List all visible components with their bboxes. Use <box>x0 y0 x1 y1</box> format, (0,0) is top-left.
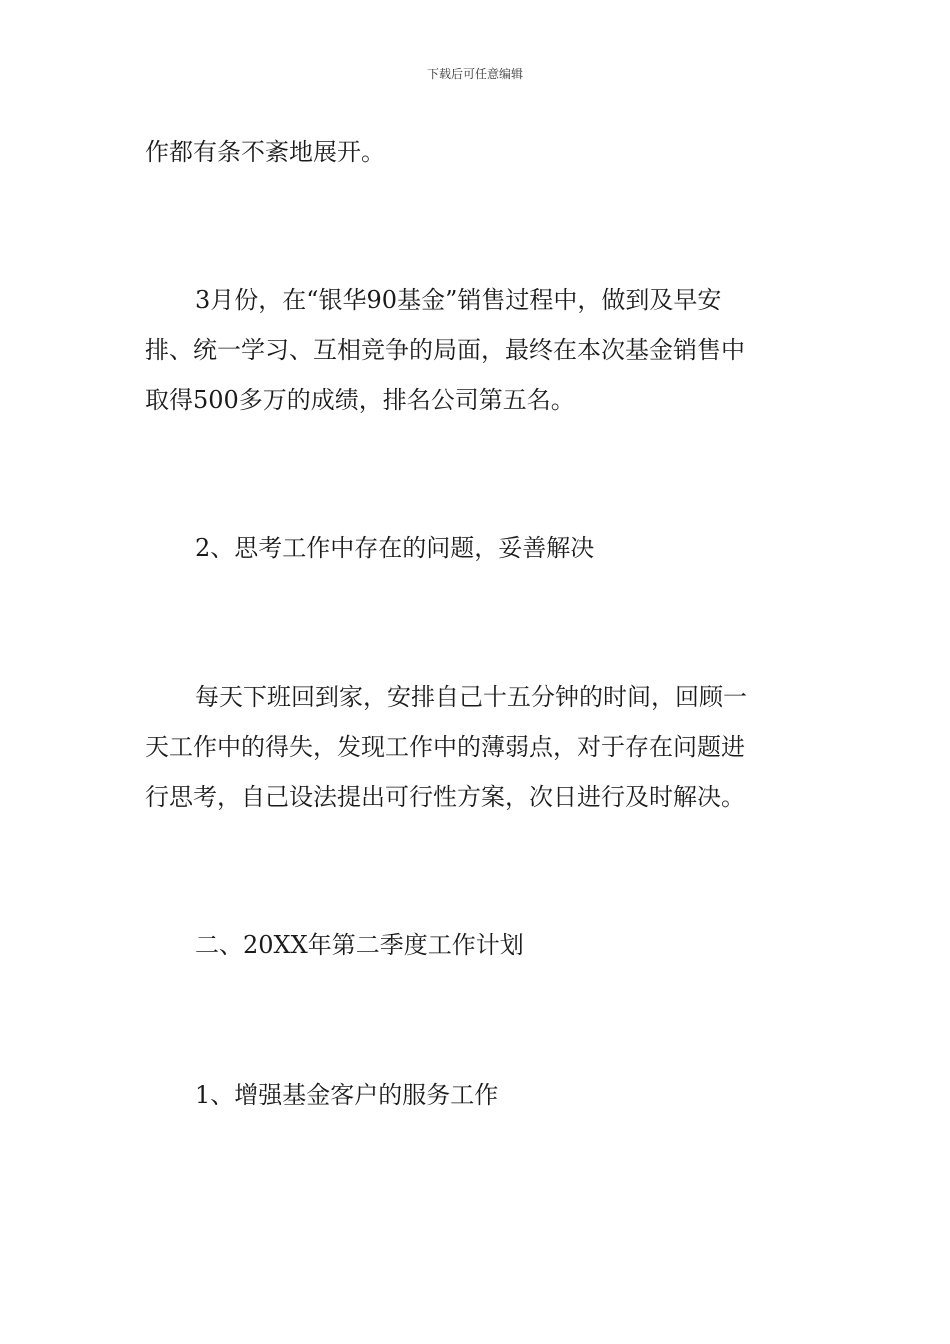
section-heading-two <box>145 920 810 970</box>
section-heading-2 <box>145 523 810 573</box>
heading-text: 2、思考工作中存在的问题，妥善解决 <box>195 534 595 562</box>
text-line: 行思考，自己设法提出可行性方案，次日进行及时解决。 <box>145 783 745 811</box>
paragraph-march-sales <box>145 275 810 425</box>
text-line: 排、统一学习、互相竞争的局面，最终在本次基金销售中 <box>145 336 745 364</box>
text-line: 作都有条不紊地展开。 <box>145 138 385 166</box>
text-line: 每天下班回到家，安排自己十五分钟的时间，回顾一 <box>195 683 747 711</box>
text-line: 3月份，在“银华90基金”销售过程中，做到及早安 <box>195 286 722 314</box>
heading-text: 二、20XX年第二季度工作计划 <box>195 931 524 959</box>
heading-text: 1、增强基金客户的服务工作 <box>195 1081 499 1109</box>
paragraph-continuation <box>145 127 810 177</box>
text-line: 取得500多万的成绩，排名公司第五名。 <box>145 386 575 414</box>
paragraph-daily-review <box>145 672 810 822</box>
section-heading-1 <box>145 1070 810 1120</box>
text-line: 天工作中的得失，发现工作中的薄弱点，对于存在问题进 <box>145 733 745 761</box>
page-header-note: 下载后可任意编辑 <box>426 67 523 81</box>
